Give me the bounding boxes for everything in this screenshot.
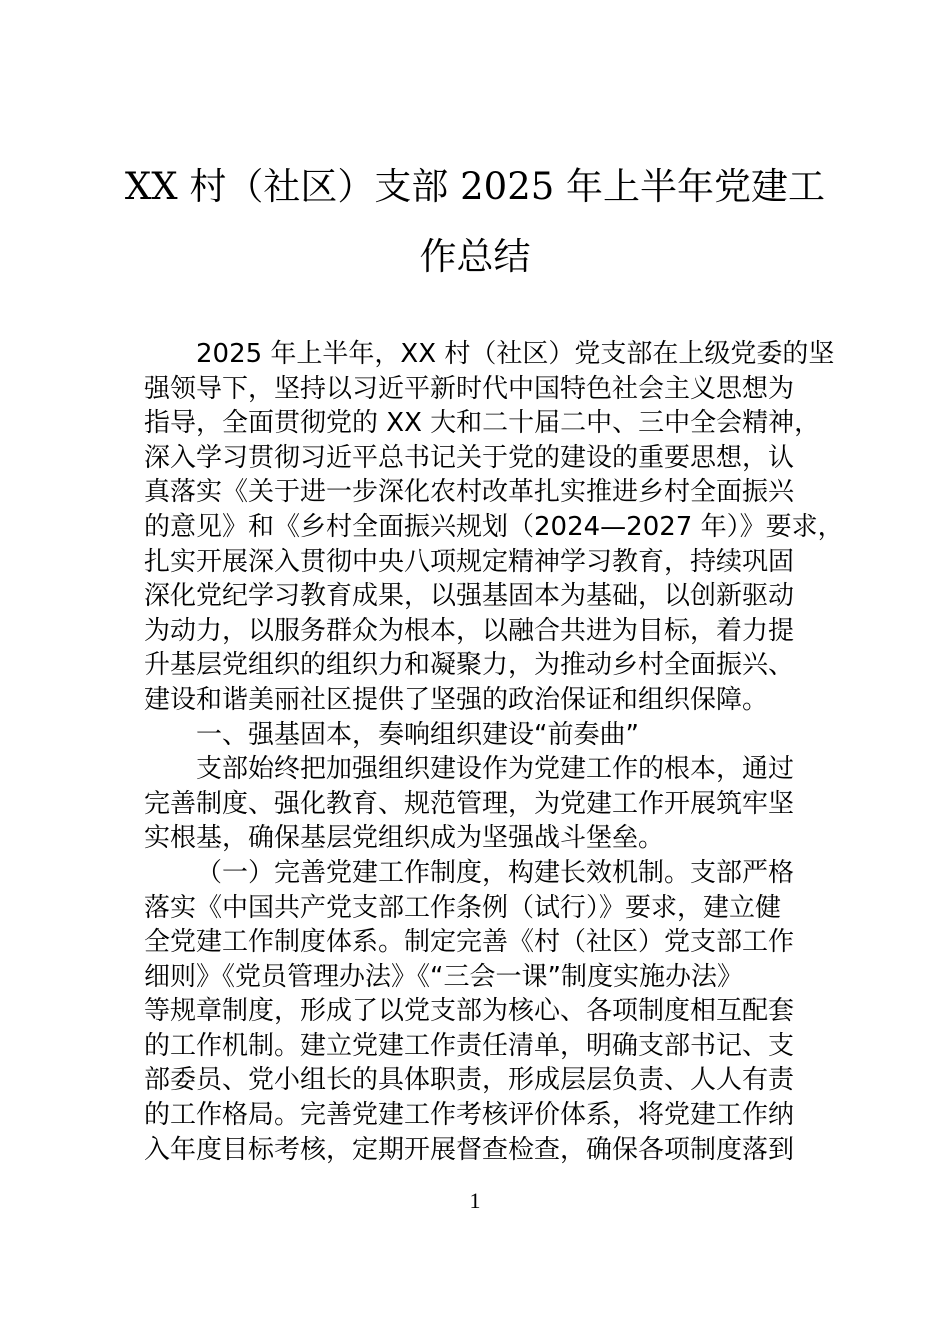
page-number: 1 [469,1188,481,1213]
section-heading-1: 一、强基固本，奏响组织建设“前奏曲” [196,719,639,750]
paragraph-1-line: 升基层党组织的组织力和凝聚力，为推动乡村全面振兴、 [144,650,795,681]
paragraph-3-line: 的工作格局。完善党建工作考核评价体系，将党建工作纳 [144,1100,795,1131]
paragraph-1-line: 强领导下，坚持以习近平新时代中国特色社会主义思想为 [144,373,795,404]
paragraph-2-line: 实根基，确保基层党组织成为坚强战斗堡垒。 [144,823,665,854]
document-title [120,152,830,292]
paragraph-2-line: 完善制度、强化教育、规范管理，为党建工作开展筑牢坚 [144,788,795,819]
paragraph-2-line: 支部始终把加强组织建设作为党建工作的根本，通过 [196,754,795,785]
paragraph-3-line: 细则》《党员管理办法》《“三会一课”制度实施办法》 [144,961,743,992]
title-line-2: 作总结 [419,235,531,278]
document-body [144,337,844,1167]
paragraph-3-line: 的工作机制。建立党建工作责任清单，明确支部书记、支 [144,1030,795,1061]
paragraph-3-line: 部委员、党小组长的具体职责，形成层层负责、人人有责 [144,1065,795,1096]
paragraph-1-line: 深入学习贯彻习近平总书记关于党的建设的重要思想，认 [144,442,795,473]
paragraph-1-line: 指导，全面贯彻党的 XX 大和二十届二中、三中全会精神， [144,408,821,439]
paragraph-1-line: 建设和谐美丽社区提供了坚强的政治保证和组织保障。 [144,684,769,715]
paragraph-1-line: 真落实《关于进一步深化农村改革扎实推进乡村全面振兴 [144,477,795,508]
paragraph-3-line: （一）完善党建工作制度，构建长效机制。支部严格 [196,857,795,888]
paragraph-1-line: 扎实开展深入贯彻中央八项规定精神学习教育，持续巩固 [144,546,795,577]
paragraph-1-line: 为动力，以服务群众为根本，以融合共进为目标，着力提 [144,615,795,646]
paragraph-1-line: 的意见》和《乡村全面振兴规划（2024—2027 年）》要求， [144,511,844,542]
paragraph-3-line: 落实《中国共产党支部工作条例（试行）》要求，建立健 [144,892,782,923]
title-line-1: XX 村（社区）支部 2025 年上半年党建工 [124,165,826,208]
paragraph-3-line: 入年度目标考核，定期开展督查检查，确保各项制度落到 [144,1134,795,1165]
paragraph-3-line: 全党建工作制度体系。制定完善《村（社区）党支部工作 [144,927,795,958]
paragraph-3-line: 等规章制度，形成了以党支部为核心、各项制度相互配套 [144,996,795,1027]
paragraph-1-line: 深化党纪学习教育成果，以强基固本为基础，以创新驱动 [144,581,795,612]
paragraph-1-line: 2025 年上半年，XX 村（社区）党支部在上级党委的坚 [196,339,835,369]
